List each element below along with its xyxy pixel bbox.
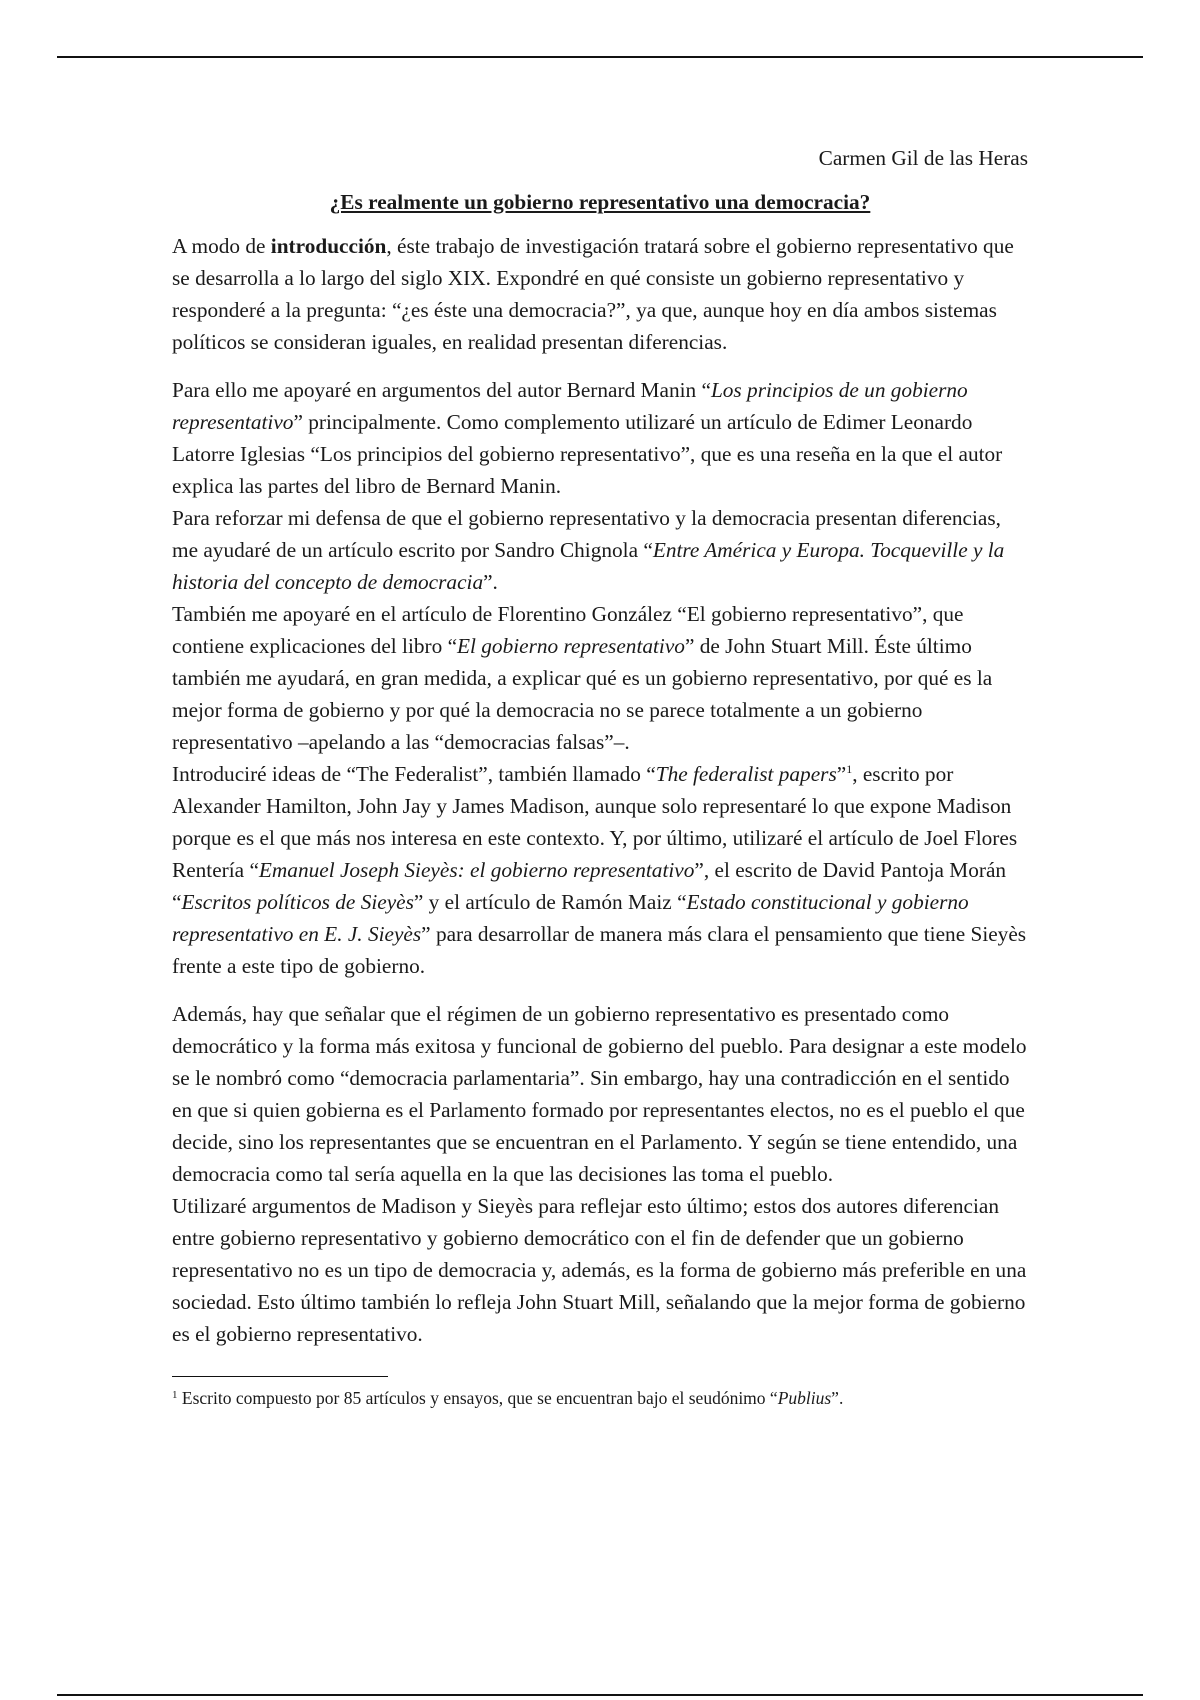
paragraph-sources-federalist: Introduciré ideas de “The Federalist”, también llamado “The federalist papers”$^1$, escrito por Alexander Hamilton, John Jay y James Madison, aunque solo representaré lo que expone Madison porque es el que más nos interesa en este contexto. Y, por último, utilizaré el artículo de Joel Flores Rentería “Emanuel Joseph Sieyès: el gobierno representativo”, el escrito de David Pantoja Morán “Escritos políticos de Sieyès” y el artículo de Ramón Maiz “Estado constitucional y gobierno representativo en E. J. Sieyès” para desarrollar de manera más clara el pensamiento que tiene Sieyès frente a este tipo de gobierno. — [172, 762, 1027, 978]
footnote: $^1$ Escrito compuesto por 85 artículos y ensayos, que se encuentran bajo el seudónimo “Publius”. — [172, 1388, 844, 1408]
footnote-separator — [172, 1376, 388, 1377]
paragraph-arguments: Utilizaré argumentos de Madison y Sieyès para reflejar esto último; estos dos autores diferencian entre gobierno representativo y gobierno democrático con el fin de defender que un gobierno representativo no es un tipo de democracia y, además, es la forma de gobierno más preferible en una sociedad. Esto último también lo refleja John Stuart Mill, señalando que la mejor forma de gobierno es el gobierno representativo. — [172, 1194, 1027, 1346]
document-body — [172, 142, 1028, 1411]
paragraph-sources-mill: También me apoyaré en el artículo de Florentino González “El gobierno representativo”, que contiene explicaciones del libro “El gobierno representativo” de John Stuart Mill. Éste último también me ayudará, en gran medida, a explicar qué es un gobierno representativo, por qué es la mejor forma de gobierno y por qué la democracia no se parece totalmente a un gobierno representativo –apelando a las “democracias falsas”–. — [172, 602, 993, 754]
paragraph-introduction: A modo de introducción, éste trabajo de investigación tratará sobre el gobierno representativo que se desarrolla a lo largo del siglo XIX. Expondré en qué consiste un gobierno representativo y responderé a la pregunta: “¿es éste una democracia?”, ya que, aunque hoy en día ambos sistemas políticos se consideran iguales, en realidad presentan diferencias. — [172, 234, 1014, 354]
footnote-reference: 1 — [846, 762, 853, 776]
page-top-rule — [57, 56, 1143, 58]
document-title: ¿Es realmente un gobierno representativo una democracia? — [329, 190, 871, 214]
paragraph-sources-manin: Para ello me apoyaré en argumentos del autor Bernard Manin “Los principios de un gobierno representativo” principalmente. Como complemento utilizaré un artículo de Edimer Leonardo Latorre Iglesias “Los principios del gobierno representativo”, que es una reseña en la que el autor explica las partes del libro de Bernard Manin. — [172, 378, 1003, 498]
page-bottom-rule — [57, 1694, 1143, 1696]
paragraph-contradiction: Además, hay que señalar que el régimen de un gobierno representativo es presentado como democrático y la forma más exitosa y funcional de gobierno del pueblo. Para designar a este modelo se le nombró como “democracia parlamentaria”. Sin embargo, hay una contradicción en el sentido en que si quien gobierna es el Parlamento formado por representantes electos, no es el pueblo el que decide, sino los representantes que se encuentran en el Parlamento. Y según se tiene entendido, una democracia como tal sería aquella en la que las decisiones las toma el pueblo. — [172, 1002, 1027, 1186]
paragraph-sources-chignola: Para reforzar mi defensa de que el gobierno representativo y la democracia presentan diferencias, me ayudaré de un artículo escrito por Sandro Chignola “Entre América y Europa. Tocqueville y la historia del concepto de democracia”. — [172, 506, 1005, 594]
author-name: Carmen Gil de las Heras — [818, 146, 1028, 170]
